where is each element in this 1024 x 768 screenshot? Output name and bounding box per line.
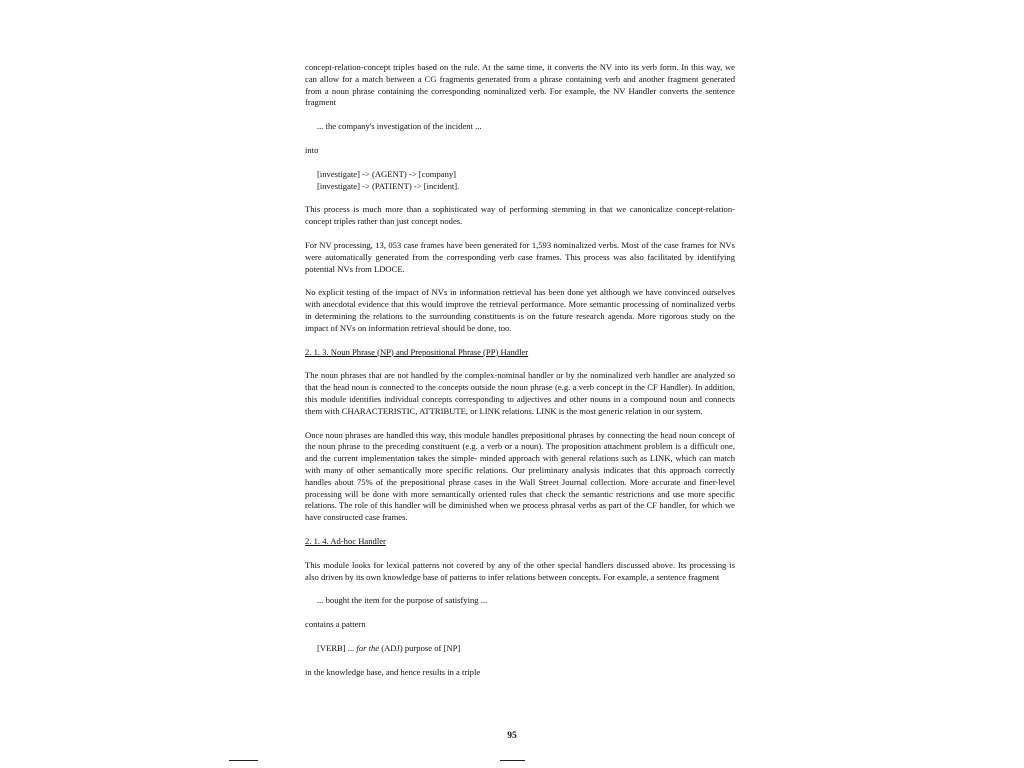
paragraph-ad-hoc: This module looks for lexical patterns not covered by any of the other special handlers discussed above. Its processing is also driven by its own knowledge base of patterns to infer relations between concepts. For example, a sentence fragment xyxy=(305,559,735,582)
example-fragment-company-investigation xyxy=(317,121,735,133)
pattern-purpose: (ADJ) purpose of [NP] xyxy=(379,642,461,653)
contains-pattern-label: contains a pattern xyxy=(305,619,366,630)
example-text: ... bought the item for the purpose of satisfying ... xyxy=(317,595,488,606)
example-text: ... the company's investigation of the incident ... xyxy=(317,121,482,132)
footer-rule-left xyxy=(229,760,258,761)
pattern-verb: [VERB] ... xyxy=(317,642,357,653)
footer-rule-middle xyxy=(500,760,525,761)
page-number: 95 xyxy=(507,731,517,741)
paragraph-knowledge-base: in the knowledge base, and hence results in a triple xyxy=(305,666,481,677)
section-heading-ad-hoc-handler: 2. 1. 4. Ad-hoc Handler xyxy=(305,535,386,546)
pattern-for-the: for the xyxy=(356,642,380,653)
triple-agent: [investigate] -> (AGENT) -> [company] xyxy=(317,168,457,179)
section-heading-np-pp-handler: 2. 1. 3. Noun Phrase (NP) and Prepositional Phrase (PP) Handler xyxy=(305,346,529,357)
paragraph-stemming: This process is much more than a sophisticated way of performing stemming in that we canonicalize concept-relation-concept triples rather than just concept nodes. xyxy=(305,204,735,227)
paragraph-nv-testing: No explicit testing of the impact of NVs in information retrieval has been done yet although we have convinced ourselves with anecdotal evidence that this would improve the retrieval performance. More semantic processing of nominalized verbs in determining the relations to the surrounding constituents is on the future research agenda. More rigorous study on the impact of NVs on information retrieval should be done, too. xyxy=(305,287,735,333)
pattern-text xyxy=(317,643,735,655)
into-label: into xyxy=(305,144,319,155)
paper-page xyxy=(305,62,735,690)
paragraph-nv-handler-intro: concept-relation-concept triples based on the rule. At the same time, it converts the NV into its verb form. In this way, we can allow for a match between a CG fragments generated from a phrase containing verb and another fragment generated from a noun phrase containing the corresponding nominalized verb. For example, the NV Handler converts the sentence fragment xyxy=(305,62,735,108)
paragraph-case-frames: For NV processing, 13, 053 case frames have been generated for 1,593 nominalized verbs. Most of the case frames for NVs were automatically generated from the corresponding verb case frames. This process was also facilitated by identifying potential NVs from LDOCE. xyxy=(305,239,735,274)
paragraph-prepositional-phrases: Once noun phrases are handled this way, this module handles prepositional phrases by connecting the head noun concept of the noun phrase to the preceding constituent (e.g. a verb or a noun). The proposition attachment problem is a difficult one, and the current implementation takes the simple- minded approach with general relations such as LINK, which can match with many of other semantically more specific relations. Our preliminary analysis indicates that this approach correctly handles about 75% of the prepositional phrase cases in the Wall Street Journal collection. More accurate and finer-level processing will be done with more semantically oriented rules that check the semantic restrictions and use more specific relations. The role of this handler will be diminished when we process phrasal verbs as part of the CF handler, for which we have constructed case frames. xyxy=(305,429,735,523)
example-pattern xyxy=(317,643,735,655)
paragraph-noun-phrases: The noun phrases that are not handled by the complex-nominal handler or by the nominalized verb handler are analyzed so that the head noun is connected to the concepts outside the noun phrase (e.g. a verb concept in the CF Handler). In addition, this module identifies individual concepts corresponding to adjectives and other nouns in a compound noun and connects them with CHARACTERISTIC, ATTRIBUTE, or LINK relations. LINK is the most generic relation in our system. xyxy=(305,370,735,416)
example-fragment-bought-item xyxy=(317,595,735,607)
triple-patient: [investigate] -> (PATIENT) -> [incident]. xyxy=(317,180,460,191)
example-triples xyxy=(317,169,735,193)
